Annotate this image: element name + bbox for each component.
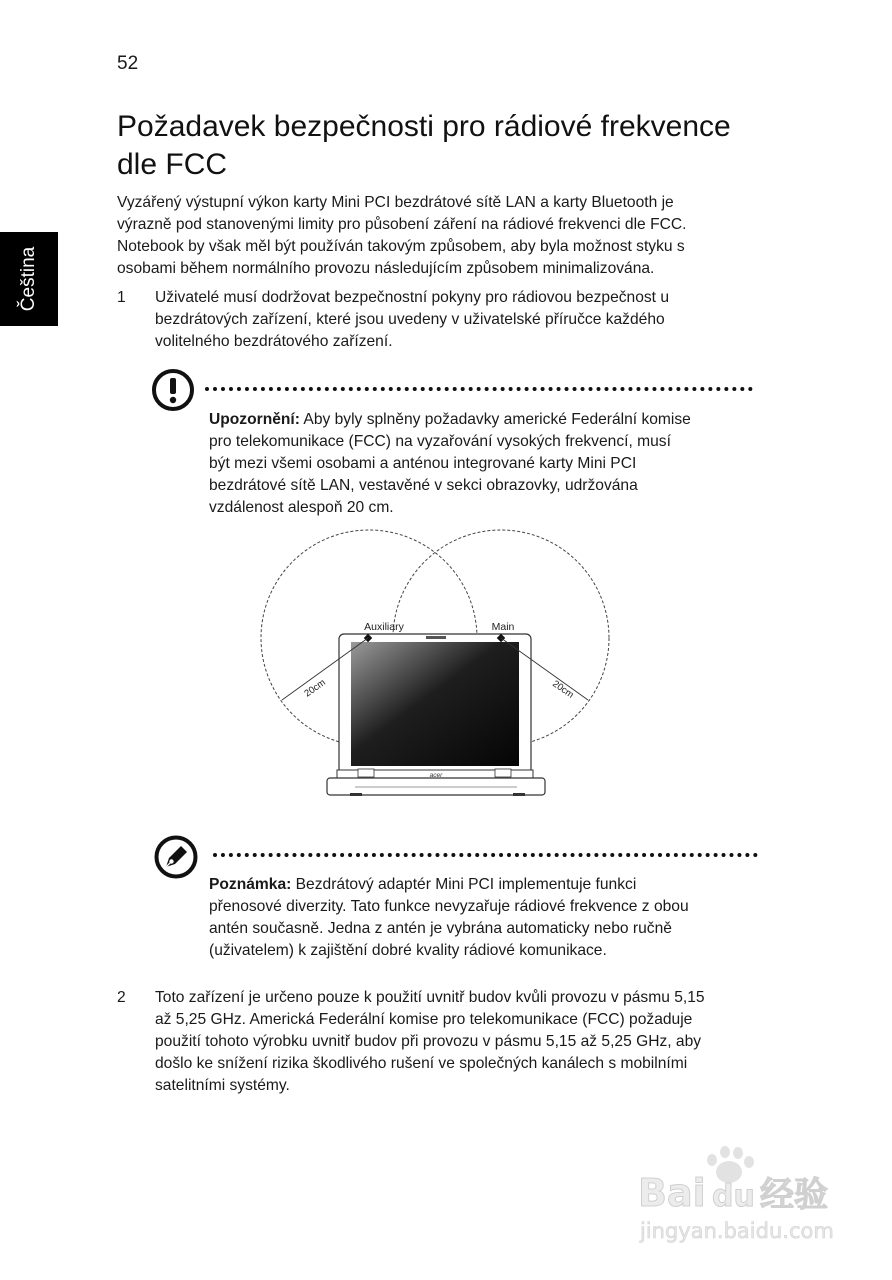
- warning-text: [209, 409, 749, 519]
- list-item-line: volitelného bezdrátového zařízení.: [155, 333, 393, 350]
- intro-paragraph: [117, 192, 767, 280]
- watermark-brand-cn: 经验: [760, 1175, 828, 1215]
- intro-line: výrazně pod stanovenými limity pro působení záření na rádiové frekvenci dle FCC.: [117, 216, 687, 233]
- warning-line: bezdrátové sítě LAN, vestavěné v sekci obrazovky, udržována: [209, 477, 638, 494]
- warning-first-line: Aby byly splněny požadavky americké Federální komise: [299, 411, 691, 428]
- note-first-line: Bezdrátový adaptér Mini PCI implementuje funkci: [291, 876, 637, 893]
- warning-label: Upozornění:: [209, 411, 300, 428]
- list-item-line: došlo ke snížení rizika škodlivého rušení ve společných kanálech s mobilními: [155, 1055, 688, 1072]
- intro-line: Vyzářený výstupní výkon karty Mini PCI bezdrátové sítě LAN a karty Bluetooth je: [117, 194, 674, 211]
- list-number-2: 2: [117, 989, 126, 1006]
- note-text: [209, 874, 749, 962]
- baidu-watermark: [632, 1140, 842, 1250]
- list-number-1: 1: [117, 289, 126, 306]
- paw-icon: [707, 1146, 754, 1183]
- watermark-brand-latin: Bai: [638, 1171, 706, 1215]
- list-item-line: Toto zařízení je určeno pouze k použití uvnitř budov kvůli provozu v pásmu 5,15: [155, 989, 705, 1006]
- note-label: Poznámka:: [209, 876, 292, 893]
- right-distance-label: 20cm: [550, 678, 576, 701]
- warning-line: vzdálenost alespoň 20 cm.: [209, 499, 394, 516]
- list-item-2: [155, 987, 765, 1097]
- note-line: antén současně. Jedna z antén je vybrána automaticky nebo ručně: [209, 920, 672, 937]
- list-item-line: použití tohoto výrobku uvnitř budov při provozu v pásmu 5,15 až 5,25 GHz, aby: [155, 1033, 702, 1050]
- list-item-line: Uživatelé musí dodržovat bezpečnostní pokyny pro rádiovou bezpečnost u: [155, 289, 670, 306]
- note-divider: [213, 853, 758, 857]
- intro-line: osobami během normálního provozu následujícím způsobem minimalizována.: [117, 260, 655, 277]
- intro-line: Notebook by však měl být používán takovým způsobem, aby byla možnost styku s: [117, 238, 685, 255]
- list-item-1: [155, 287, 765, 353]
- list-item-line: až 5,25 GHz. Americká Federální komise pro telekomunikace (FCC) požaduje: [155, 1011, 693, 1028]
- note-line: (uživatelem) k zajištění dobré kvality rádiové komunikace.: [209, 942, 607, 959]
- antenna-diagram: [255, 525, 620, 800]
- language-side-tab: [0, 232, 58, 326]
- warning-line: pro telekomunikace (FCC) na vyzařování vysokých frekvencí, musí: [209, 433, 671, 450]
- warning-divider: [205, 387, 753, 391]
- left-distance-label: 20cm: [302, 677, 328, 700]
- page-title: [117, 108, 777, 184]
- warning-line: být mezi všemi osobami a anténou integrované karty Mini PCI: [209, 455, 637, 472]
- title-line-2: dle FCC: [117, 148, 228, 181]
- main-label: Main: [491, 621, 515, 633]
- title-line-1: Požadavek bezpečnosti pro rádiové frekvence: [117, 110, 731, 143]
- watermark-brand-du: du: [712, 1179, 755, 1214]
- pen-circle-icon: [153, 834, 199, 880]
- list-item-line: satelitními systémy.: [155, 1077, 290, 1094]
- watermark-url: jingyan.baidu.com: [640, 1219, 834, 1243]
- laptop-logo: acer: [429, 772, 443, 779]
- page-number: 52: [117, 53, 139, 74]
- exclamation-circle-icon: [151, 368, 195, 412]
- language-tab-label: Čeština: [18, 246, 40, 312]
- list-item-line: bezdrátových zařízení, které jsou uvedeny v uživatelské příručce každého: [155, 311, 665, 328]
- note-line: přenosové diverzity. Tato funkce nevyzařuje rádiové frekvence z obou: [209, 898, 689, 915]
- auxiliary-label: Auxiliary: [364, 621, 404, 633]
